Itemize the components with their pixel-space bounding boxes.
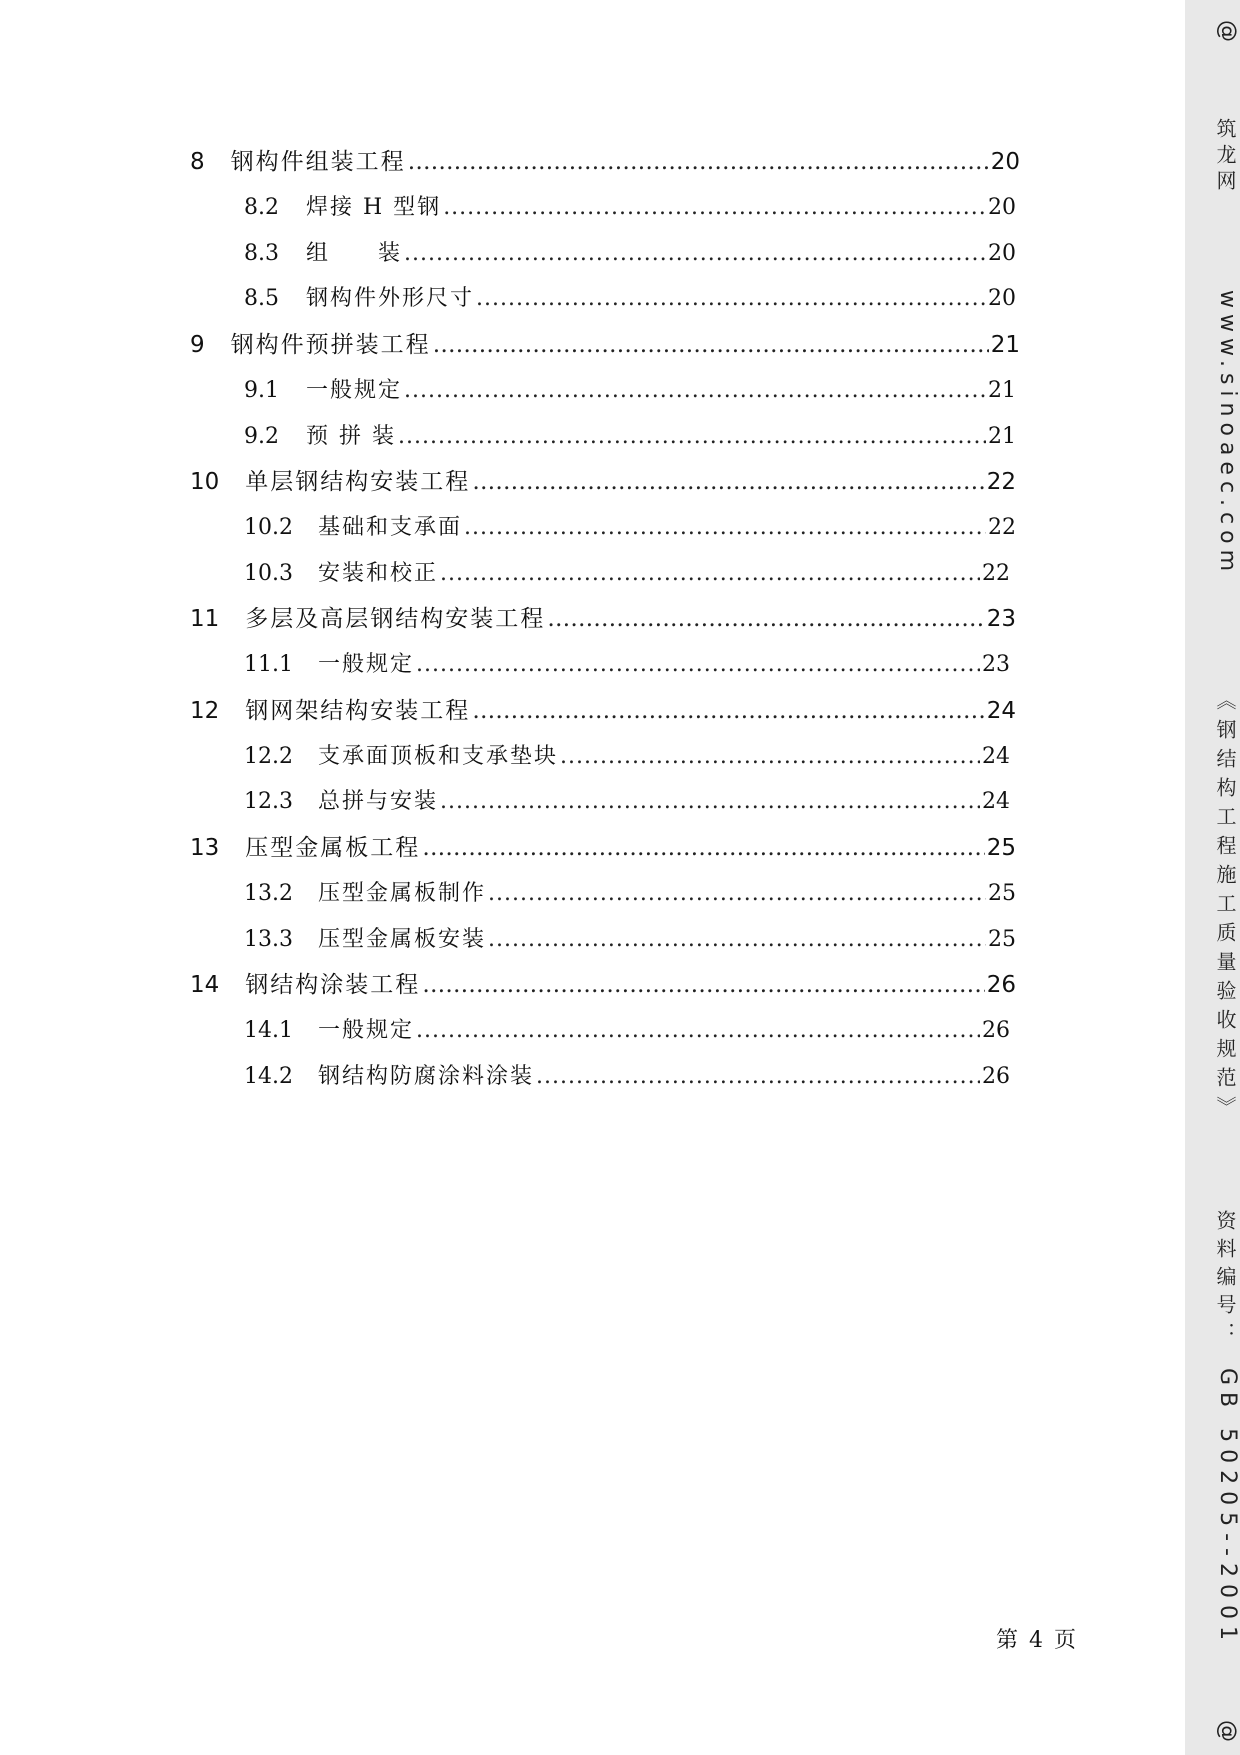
toc-title: 一般规定	[318, 1018, 415, 1043]
toc-number: 10	[190, 469, 220, 495]
site-url: www.sinoaec.com	[1215, 290, 1240, 578]
toc-leader	[422, 969, 984, 1001]
toc-chapter[interactable]	[190, 146, 1020, 178]
toc-page-number: 24	[986, 698, 1016, 724]
toc-page-number: 25	[988, 927, 1016, 952]
toc-number: 13.3	[244, 927, 293, 952]
toc-title: 焊接 H 型钢	[306, 195, 442, 220]
toc-page-number: 24	[982, 789, 1010, 814]
toc-leader	[476, 283, 986, 315]
toc-leader	[560, 741, 980, 773]
toc-page-number: 20	[988, 241, 1016, 266]
toc-page-number: 21	[990, 332, 1020, 358]
toc-title: 钢构件预拼装工程	[230, 332, 431, 358]
toc-section[interactable]	[244, 741, 1010, 773]
toc-number: 9	[190, 332, 205, 358]
toc-leader	[440, 558, 980, 590]
toc-chapter[interactable]	[190, 695, 1016, 727]
toc-section[interactable]	[244, 192, 1016, 224]
toc-number: 13	[190, 835, 220, 861]
toc-page-number: 22	[982, 561, 1010, 586]
toc-number: 8	[190, 149, 205, 175]
toc-number: 9.1	[244, 378, 279, 403]
toc-section[interactable]	[244, 924, 1016, 956]
toc-page-number: 21	[988, 378, 1016, 403]
toc-section[interactable]	[244, 283, 1016, 315]
at-sign-mark: @	[1215, 1720, 1240, 1742]
toc-title: 压型金属板制作	[318, 881, 487, 906]
toc-title: 总拼与安装	[318, 789, 439, 814]
toc-page-number: 22	[986, 469, 1016, 495]
toc-section[interactable]	[244, 1061, 1010, 1093]
document-code-label: 资料编号：	[1213, 1210, 1237, 1350]
toc-title: 钢结构涂装工程	[245, 972, 421, 998]
toc-number: 14	[190, 972, 220, 998]
toc-title: 钢结构防腐涂料涂装	[318, 1064, 535, 1089]
toc-leader	[416, 649, 980, 681]
toc-number: 10.3	[244, 561, 293, 586]
toc-leader	[398, 421, 986, 453]
page-number-footer: 第 4 页	[996, 1628, 1078, 1653]
toc-number: 14.1	[244, 1018, 293, 1043]
toc-title: 基础和支承面	[318, 515, 463, 540]
toc-leader	[443, 192, 986, 224]
toc-chapter[interactable]	[190, 329, 1020, 361]
toc-leader	[404, 238, 986, 270]
toc-number: 11	[190, 606, 220, 632]
document-code: GB 50205--2001	[1215, 1368, 1240, 1647]
toc-title: 钢构件组装工程	[230, 149, 406, 175]
toc-title: 组 装	[306, 241, 403, 266]
toc-page-number: 20	[988, 195, 1016, 220]
toc-title: 钢网架结构安装工程	[245, 698, 471, 724]
toc-leader	[416, 1015, 980, 1047]
toc-chapter[interactable]	[190, 832, 1016, 864]
at-sign-mark: @	[1215, 20, 1240, 42]
toc-leader	[433, 329, 989, 361]
toc-number: 10.2	[244, 515, 293, 540]
toc-page-number: 22	[988, 515, 1016, 540]
toc-section[interactable]	[244, 878, 1016, 910]
toc-leader	[464, 512, 986, 544]
toc-leader	[472, 695, 984, 727]
toc-page-number: 23	[982, 652, 1010, 677]
toc-page-number: 21	[988, 424, 1016, 449]
toc-number: 9.2	[244, 424, 279, 449]
toc-number: 8.3	[244, 241, 279, 266]
toc-number: 11.1	[244, 652, 293, 677]
toc-title: 多层及高层钢结构安装工程	[245, 606, 546, 632]
toc-title: 单层钢结构安装工程	[245, 469, 471, 495]
toc-section[interactable]	[244, 1015, 1010, 1047]
toc-title: 安装和校正	[318, 561, 439, 586]
toc-leader	[422, 832, 984, 864]
toc-title: 一般规定	[318, 652, 415, 677]
toc-section[interactable]	[244, 558, 1010, 590]
toc-page-number: 26	[986, 972, 1016, 998]
toc-chapter[interactable]	[190, 603, 1016, 635]
toc-chapter[interactable]	[190, 466, 1016, 498]
toc-page-number: 23	[986, 606, 1016, 632]
document-title: 《钢结构工程施工质量验收规范》	[1213, 690, 1237, 1125]
toc-chapter[interactable]	[190, 969, 1016, 1001]
toc-number: 8.5	[244, 286, 279, 311]
toc-page-number: 20	[988, 286, 1016, 311]
toc-number: 14.2	[244, 1064, 293, 1089]
toc-number: 12.3	[244, 789, 293, 814]
toc-leader	[404, 375, 986, 407]
toc-page-number: 20	[990, 149, 1020, 175]
toc-title: 一般规定	[306, 378, 403, 403]
toc-leader	[488, 924, 986, 956]
toc-page-number: 26	[982, 1064, 1010, 1089]
toc-number: 13.2	[244, 881, 293, 906]
toc-section[interactable]	[244, 375, 1016, 407]
watermark-sidebar	[1185, 0, 1240, 1755]
toc-leader	[440, 786, 980, 818]
toc-section[interactable]	[244, 649, 1010, 681]
toc-title: 压型金属板工程	[245, 835, 421, 861]
toc-number: 8.2	[244, 195, 279, 220]
toc-leader	[547, 603, 984, 635]
site-name: 筑龙网	[1213, 118, 1237, 196]
toc-page-number: 25	[988, 881, 1016, 906]
toc-title: 压型金属板安装	[318, 927, 487, 952]
toc-title: 钢构件外形尺寸	[306, 286, 475, 311]
toc-leader	[488, 878, 986, 910]
toc-page-number: 25	[986, 835, 1016, 861]
toc-section[interactable]	[244, 238, 1016, 270]
toc-leader	[408, 146, 989, 178]
toc-page-number: 26	[982, 1018, 1010, 1043]
toc-leader	[536, 1061, 980, 1093]
toc-number: 12.2	[244, 744, 293, 769]
toc-section[interactable]	[244, 786, 1010, 818]
toc-page-number: 24	[982, 744, 1010, 769]
toc-title: 支承面顶板和支承垫块	[318, 744, 559, 769]
toc-section[interactable]	[244, 512, 1016, 544]
toc-leader	[472, 466, 984, 498]
toc-number: 12	[190, 698, 220, 724]
toc-title: 预 拼 装	[306, 424, 396, 449]
toc-section[interactable]	[244, 421, 1016, 453]
